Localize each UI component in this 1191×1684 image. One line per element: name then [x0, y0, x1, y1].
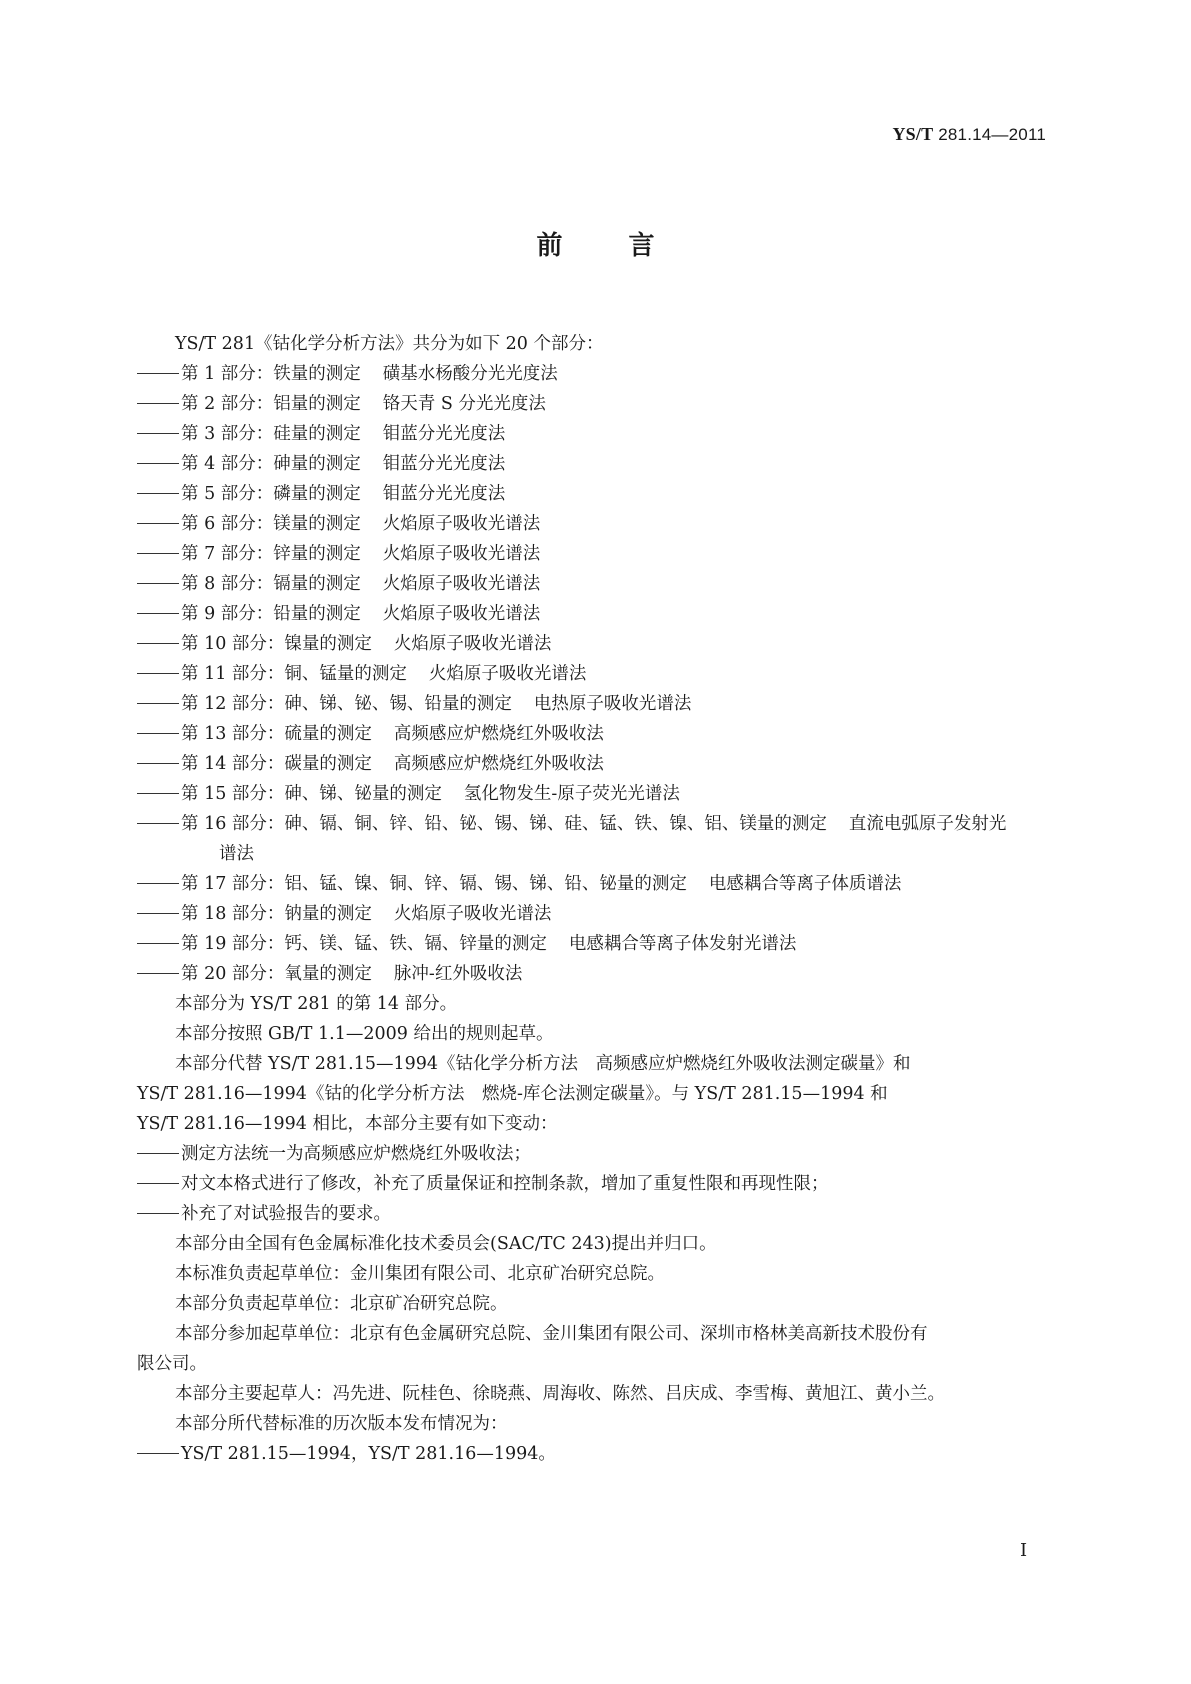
paragraph-drafting-rules: 本部分按照 GB/T 1.1—2009 给出的规则起草。	[175, 1024, 554, 1044]
paragraph-replaces: 本部分代替 YS/T 281.15—1994《钴化学分析方法 高频感应炉燃烧红外吸收法测定碳量》和	[175, 1054, 911, 1074]
changes-list	[175, 1139, 1055, 1229]
em-dash	[137, 733, 179, 734]
list-item: 第 20 部分：氧量的测定 脉冲-红外吸收法	[137, 959, 1055, 989]
list-item: 第 15 部分：砷、锑、铋量的测定 氢化物发生-原子荧光光谱法	[137, 779, 1055, 809]
list-item: 第 5 部分：磷量的测定 钼蓝分光光度法	[137, 479, 1055, 509]
em-dash	[137, 403, 179, 404]
em-dash	[137, 1183, 179, 1184]
em-dash	[137, 553, 179, 554]
list-item: 补充了对试验报告的要求。	[137, 1199, 1055, 1229]
em-dash	[137, 583, 179, 584]
list-item-continuation: 谱法	[219, 844, 254, 864]
list-item: 第 3 部分：硅量的测定 钼蓝分光光度法	[137, 419, 1055, 449]
list-item: 第 17 部分：铝、锰、镍、铜、锌、镉、锡、锑、铅、铋量的测定 电感耦合等离子体质谱法	[137, 869, 1055, 899]
em-dash	[137, 823, 179, 824]
list-item: 第 10 部分：镍量的测定 火焰原子吸收光谱法	[137, 629, 1055, 659]
em-dash	[137, 613, 179, 614]
paragraph-proposed-by: 本部分由全国有色金属标准化技术委员会(SAC/TC 243)提出并归口。	[175, 1234, 717, 1254]
em-dash	[137, 883, 179, 884]
list-item: 第 11 部分：铜、锰量的测定 火焰原子吸收光谱法	[137, 659, 1055, 689]
paragraph-drafters: 本部分主要起草人：冯先进、阮桂色、徐晓燕、周海收、陈然、吕庆成、李雪梅、黄旭江、黄小兰。	[175, 1384, 945, 1404]
list-item: 第 7 部分：锌量的测定 火焰原子吸收光谱法	[137, 539, 1055, 569]
em-dash	[137, 913, 179, 914]
list-item: 测定方法统一为高频感应炉燃烧红外吸收法；	[137, 1139, 1055, 1169]
list-item: 第 1 部分：铁量的测定 磺基水杨酸分光光度法	[137, 359, 1055, 389]
em-dash	[137, 373, 179, 374]
intro-paragraph: YS/T 281《钴化学分析方法》共分为如下 20 个部分：	[175, 334, 604, 354]
document-body	[137, 329, 1055, 1469]
list-item: 第 8 部分：镉量的测定 火焰原子吸收光谱法	[137, 569, 1055, 599]
em-dash	[137, 1213, 179, 1214]
list-item: 第 16 部分：砷、镉、铜、锌、铅、铋、锡、锑、硅、锰、铁、镍、铝、镁量的测定 直流电弧原子发射光	[137, 809, 1055, 839]
list-item: 第 12 部分：砷、锑、铋、锡、铅量的测定 电热原子吸收光谱法	[137, 689, 1055, 719]
list-item: 第 2 部分：铝量的测定 铬天青 S 分光光度法	[137, 389, 1055, 419]
list-item: 第 6 部分：镁量的测定 火焰原子吸收光谱法	[137, 509, 1055, 539]
em-dash	[137, 493, 179, 494]
page-title: 前言	[536, 231, 721, 261]
paragraph-replaces-cont: YS/T 281.16—1994《钴的化学分析方法 燃烧-库仑法测定碳量》。与 YS/T 281.15—1994 和	[137, 1084, 888, 1104]
paragraph-participating: 本部分参加起草单位：北京有色金属研究总院、金川集团有限公司、深圳市格林美高新技术股份有	[175, 1324, 928, 1344]
em-dash	[137, 703, 179, 704]
em-dash	[137, 643, 179, 644]
standard-prefix: YS/T	[892, 124, 934, 144]
em-dash	[137, 463, 179, 464]
list-item: 第 18 部分：钠量的测定 火焰原子吸收光谱法	[137, 899, 1055, 929]
standard-number: 281.14—2011	[933, 125, 1046, 144]
list-item: 第 4 部分：砷量的测定 钼蓝分光光度法	[137, 449, 1055, 479]
list-item: 对文本格式进行了修改，补充了质量保证和控制条款，增加了重复性限和再现性限；	[137, 1169, 1055, 1199]
em-dash	[137, 1153, 179, 1154]
list-item: 第 14 部分：碳量的测定 高频感应炉燃烧红外吸收法	[137, 749, 1055, 779]
standard-code	[892, 124, 1046, 145]
list-item: YS/T 281.15—1994，YS/T 281.16—1994。	[137, 1439, 1055, 1469]
em-dash	[137, 523, 179, 524]
page-number: I	[1020, 1540, 1028, 1561]
paragraph-history-intro: 本部分所代替标准的历次版本发布情况为：	[175, 1414, 508, 1434]
paragraph-part-number: 本部分为 YS/T 281 的第 14 部分。	[175, 994, 458, 1014]
em-dash	[137, 793, 179, 794]
paragraph-replaces-cont: YS/T 281.16—1994 相比，本部分主要有如下变动：	[137, 1114, 558, 1134]
em-dash	[137, 943, 179, 944]
list-item: 第 9 部分：铅量的测定 火焰原子吸收光谱法	[137, 599, 1055, 629]
parts-list	[175, 359, 1055, 989]
paragraph-responsible-part: 本部分负责起草单位：北京矿冶研究总院。	[175, 1294, 508, 1314]
em-dash	[137, 1453, 179, 1454]
em-dash	[137, 973, 179, 974]
em-dash	[137, 673, 179, 674]
list-item: 第 19 部分：钙、镁、锰、铁、镉、锌量的测定 电感耦合等离子体发射光谱法	[137, 929, 1055, 959]
paragraph-responsible-standard: 本标准负责起草单位：金川集团有限公司、北京矿冶研究总院。	[175, 1264, 665, 1284]
em-dash	[137, 433, 179, 434]
list-item: 第 13 部分：硫量的测定 高频感应炉燃烧红外吸收法	[137, 719, 1055, 749]
em-dash	[137, 763, 179, 764]
paragraph-participating-cont: 限公司。	[137, 1354, 207, 1374]
